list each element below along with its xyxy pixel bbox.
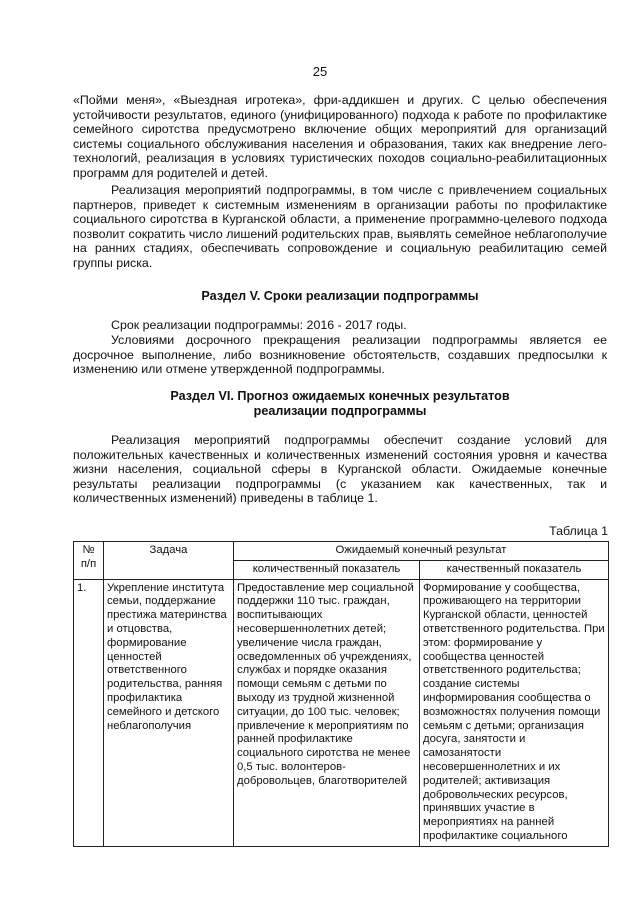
paragraph-termination: Условиями досрочного прекращения реализации подпрограммы является ее досрочное выполнение, либо возникновение обстоятельств, создавших предпосылки к изменению или отмене утвержденной подпрограммы. bbox=[73, 333, 607, 377]
paragraph-results: Реализация мероприятий подпрограммы обеспечит создание условий для положительных качественных и количественных изменений состояния уровня и качества жизни населения, социальной сферы в Курганской области. Ожидаемые конечные результаты реализации подпрограммы (с указанием как качественных, так и количественных изменений) приведены в таблице 1. bbox=[73, 433, 607, 506]
header-qualitative: качественный показатель bbox=[420, 560, 609, 579]
row-quantitative: Предоставление мер социальной поддержки 110 тыс. граждан, воспитывающих несовершеннолетних детей; увеличение числа граждан, осведомленных об учреждениях, службах и порядке оказания помощи семьям с детьми по выходу из трудной жизненной ситуации, до 100 тыс. человек; привлечение к мероприятиям по ранней профилактике социального сиротства не менее 0,5 тыс. волонтеров-добровольцев, благотворителей bbox=[234, 579, 420, 846]
table-row bbox=[74, 579, 609, 846]
header-task: Задача bbox=[104, 542, 234, 580]
section-6-title bbox=[73, 389, 607, 419]
section-5-title: Раздел V. Сроки реализации подпрограммы bbox=[201, 289, 479, 303]
row-num: 1. bbox=[74, 579, 104, 846]
results-table bbox=[73, 541, 609, 847]
header-quantitative: количественный показатель bbox=[234, 560, 420, 579]
page-number: 25 bbox=[312, 64, 328, 79]
header-expected: Ожидаемый конечный результат bbox=[234, 542, 609, 561]
paragraph-intro: «Пойми меня», «Выездная игротека», фри-аддикшен и других. С целью обеспечения устойчивости результатов, единого (унифицированного) подхода к работе по профилактике семейного сиротства предусмотрено включение общих мероприятий для организаций системы социального обслуживания населения и образования, таких как внедрение лего-технологий, реализация в условиях туристических походов социально-реабилитационных программ для родителей и детей. bbox=[73, 93, 607, 180]
row-task: Укрепление института семьи, поддержание престижа материнства и отцовства, формирование ценностей ответственного родительства, ранняя профилактика семейного и детского неблагополучия bbox=[104, 579, 234, 846]
section-6-title-line-2: реализации подпрограммы bbox=[253, 404, 427, 418]
paragraph-implementation: Реализация мероприятий подпрограммы, в том числе с привлечением социальных партнеров, приведет к системным изменениям в организации работы по профилактике социального сиротства в Курганской области, а применение программно-целевого подхода позволит сократить число лишений родительских прав, выявлять семейное неблагополучие на ранних стадиях, обеспечивать сопровождение и социальную реабилитацию семей группы риска. bbox=[73, 183, 607, 270]
table-caption: Таблица 1 bbox=[549, 524, 608, 538]
paragraph-term: Срок реализации подпрограммы: 2016 - 2017 годы. bbox=[111, 318, 407, 332]
row-qualitative: Формирование у сообщества, проживающего на территории Курганской области, ценностей ответственного родительства. При этом: формирование у сообщества ценностей ответственного родительства; создание системы информирования сообщества о возможностях получения помощи семьям с детьми; организация досуга, занятости и самозанятости несовершеннолетних и их родителей; активизация добровольческих ресурсов, принявших участие в мероприятиях на ранней профилактике социального bbox=[420, 579, 609, 846]
section-6-title-line-1: Раздел VI. Прогноз ожидаемых конечных результатов bbox=[170, 389, 510, 403]
table-header-row bbox=[74, 542, 609, 561]
header-num: № п/п bbox=[74, 542, 104, 580]
